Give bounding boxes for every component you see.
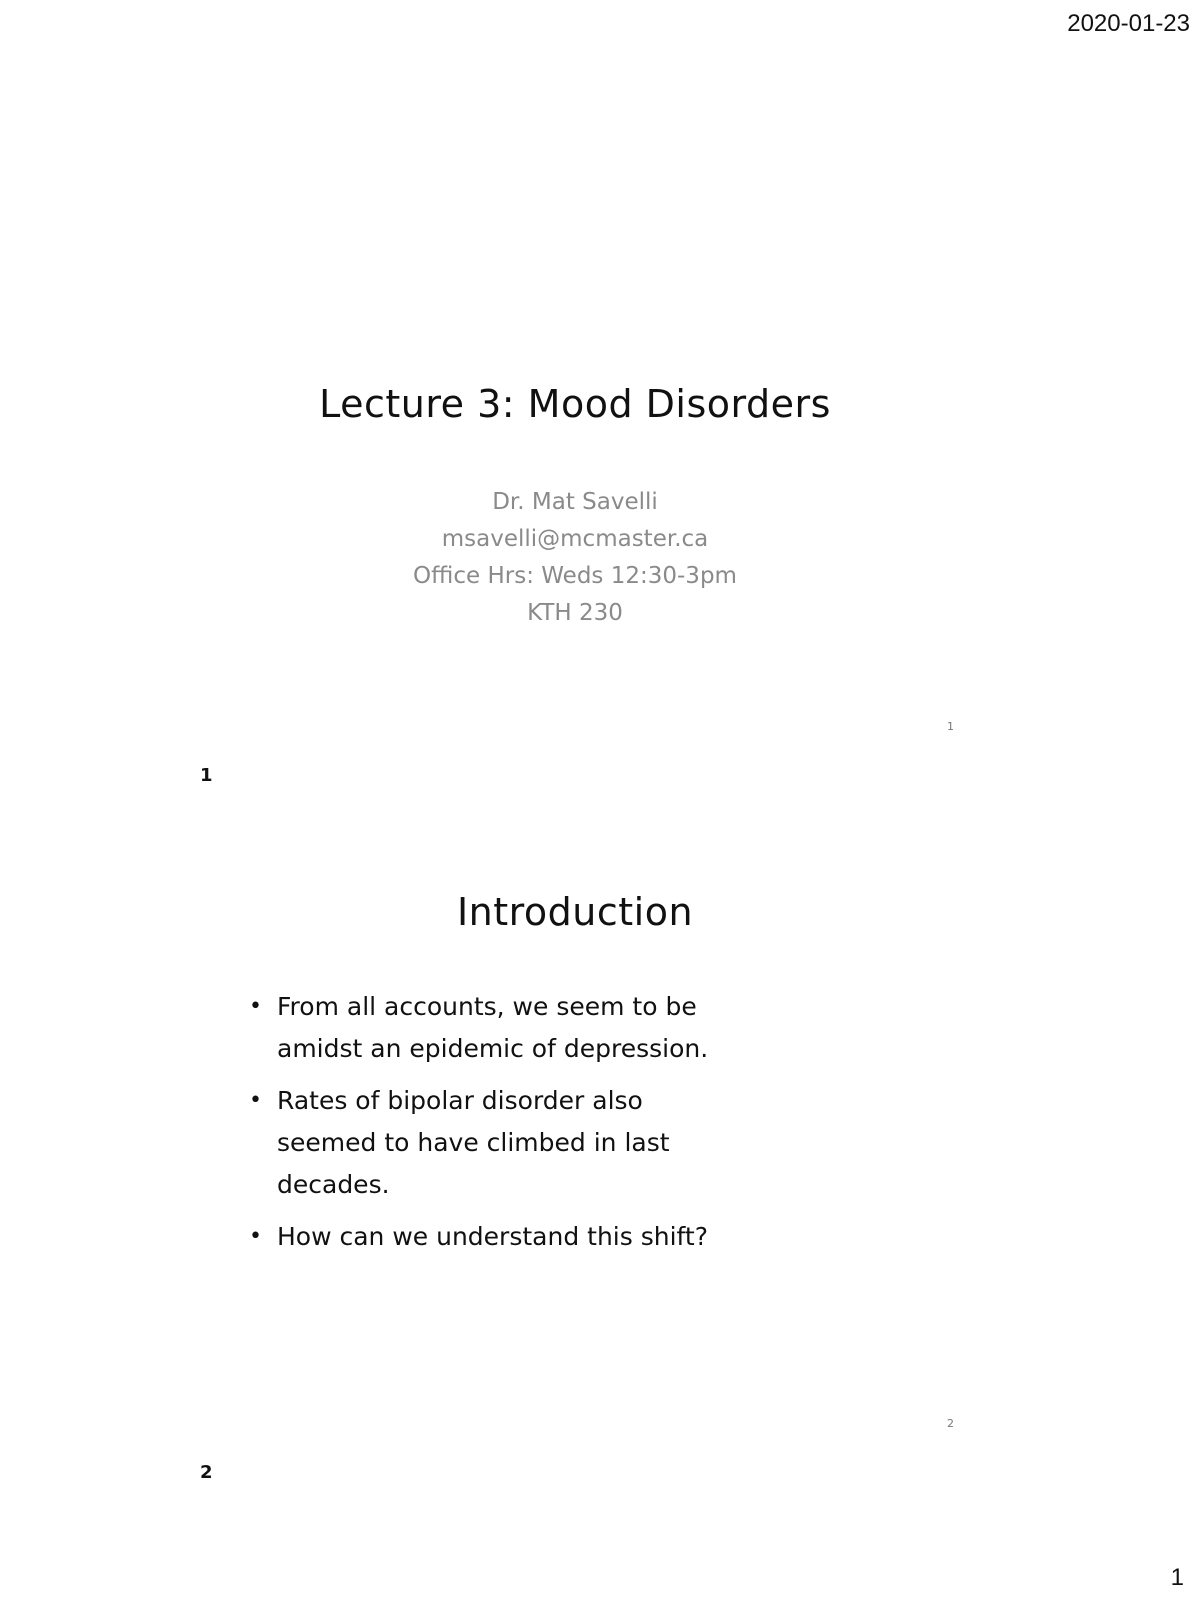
slide-corner-number: 1 (947, 720, 954, 733)
slide-subtitle (175, 484, 975, 632)
bullet-item (245, 986, 715, 1070)
author-name: Dr. Mat Savelli (492, 489, 658, 515)
bullet-text: From all accounts, we seem to be amidst an epidemic of depression. (277, 992, 709, 1063)
bullet-icon: • (249, 1088, 262, 1113)
bullet-item (245, 1080, 715, 1206)
slide-title: Lecture 3: Mood Disorders (319, 382, 831, 426)
slide-corner-number: 2 (947, 1417, 954, 1430)
bullet-icon: • (249, 1224, 262, 1249)
bullet-item (245, 1216, 715, 1258)
office-location: KTH 230 (527, 600, 623, 626)
bullet-list (175, 986, 715, 1258)
page-number: 1 (1170, 1564, 1184, 1591)
author-email: msavelli@mcmaster.ca (441, 526, 709, 552)
slide-2 (175, 890, 975, 1430)
bullet-text: How can we understand this shift? (277, 1222, 708, 1251)
bullet-text: Rates of bipolar disorder also seemed to have climbed in last decades. (277, 1086, 670, 1199)
slide-label: 2 (200, 1462, 213, 1483)
slide-label: 1 (200, 765, 213, 786)
bullet-icon: • (249, 994, 262, 1019)
slide-title: Introduction (456, 890, 694, 934)
slide-1 (175, 360, 975, 740)
page-date: 2020-01-23 (1067, 10, 1190, 37)
office-hours: Office Hrs: Weds 12:30-3pm (413, 563, 737, 589)
